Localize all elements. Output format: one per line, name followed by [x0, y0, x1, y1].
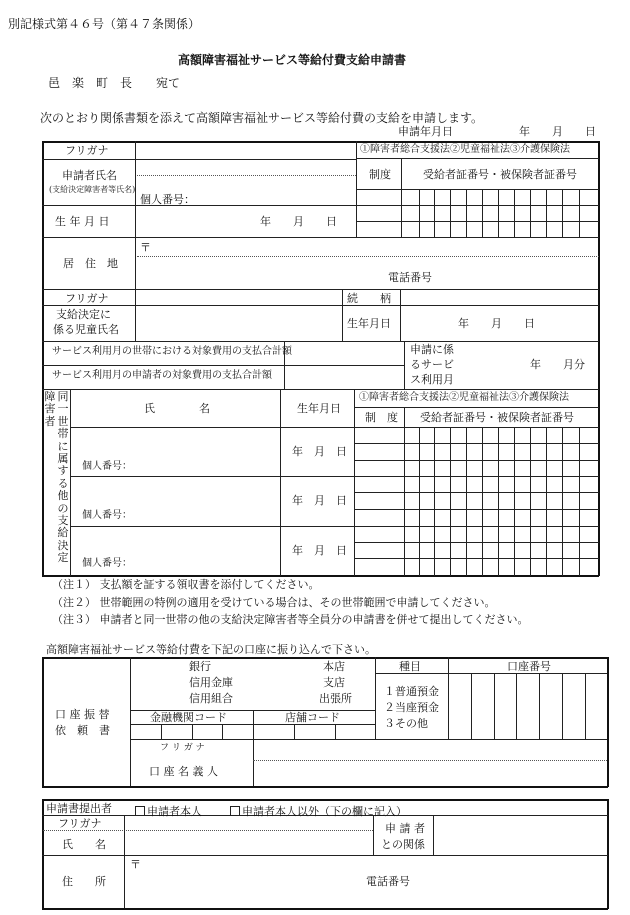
submitter-address-label: 住 所 [62, 875, 106, 888]
account-kind-header: 種目 [399, 660, 421, 673]
household-side-label-1: 障害者 [44, 390, 56, 428]
branch-type-3[interactable]: 出張所 [319, 692, 352, 705]
bank-label-1: 口 座 振 替 [55, 708, 110, 721]
submitter-other-label: 申請者本人以外（下の欄に記入） [242, 805, 407, 818]
submitter-self-label: 申請者本人 [147, 805, 202, 818]
bank-label-2: 依 頼 書 [55, 724, 110, 737]
submitter-phone-label: 電話番号 [366, 875, 410, 888]
account-kind-2[interactable]: ２当座預金 [384, 701, 439, 714]
note-1: （注１） 支払額を証する領収書を添付してください。 [52, 578, 320, 591]
child-birth-value[interactable]: 年 月 日 [458, 317, 535, 330]
form-title: 高額障害福祉サービス等給付費支給申請書 [178, 53, 407, 67]
bank-type-1[interactable]: 銀行 [189, 660, 211, 673]
service-month-label-3: ス利用月 [410, 373, 454, 386]
service-month-label-1: 申請に係 [410, 343, 454, 356]
applicant-total-label: サービス利用月の申請者の対象費用の支払合計額 [52, 370, 272, 381]
branch-code-label: 店舗コード [285, 711, 340, 724]
applicant-postal-mark: 〒 [140, 241, 151, 254]
note-3: （注３） 申請者と同一世帯の他の支給決定障害者等全員分の申請書を併せて提出してください。 [52, 613, 529, 626]
submitter-name-label: 氏 名 [62, 838, 106, 851]
service-month-label-2: るサービ [410, 358, 454, 371]
application-date[interactable]: 申請年月日 年 月 日 [398, 125, 596, 138]
household-cert-label: 受給者証番号・被保険者証番号 [420, 411, 574, 424]
applicant-my-number[interactable]: 個人番号： [140, 193, 195, 206]
branch-type-2[interactable]: 支店 [323, 676, 345, 689]
household-law-header: ①障害者総合支援法②児童福祉法③介護保険法 [359, 392, 569, 403]
member-my-number: 個人番号： [82, 510, 132, 521]
submitter-relation-label-2: との関係 [381, 838, 425, 851]
household-birth-header: 生年月日 [297, 402, 341, 415]
submitter-other-option[interactable] [230, 802, 407, 818]
member-my-number: 個人番号： [82, 461, 132, 472]
account-holder-label: 口 座 名 義 人 [149, 765, 218, 778]
child-name-label-1: 支給決定に [56, 308, 111, 321]
household-total-label: サービス利用月の世帯における対象費用の支払合計額 [52, 346, 292, 357]
applicant-birth-label: 生 年 月 日 [55, 215, 110, 228]
service-month-value[interactable]: 年 月分 [530, 358, 585, 371]
applicant-cert-label: 受給者証番号・被保険者証番号 [423, 168, 577, 181]
addressee: 邑 楽 町 長 宛て [48, 76, 181, 90]
applicant-birth-value[interactable]: 年 月 日 [260, 215, 337, 228]
applicant-name-label: 申請者氏名 [62, 169, 117, 182]
account-kind-3[interactable]: ３その他 [384, 717, 428, 730]
applicant-address-label: 居 住 地 [63, 257, 118, 270]
submitter-furigana-label: フリガナ [58, 817, 102, 830]
household-system-label: 制 度 [365, 411, 398, 424]
submitter-relation-label-1: 申 請 者 [385, 822, 425, 835]
applicant-system-label: 制度 [369, 168, 391, 181]
applicant-phone-label: 電話番号 [388, 271, 432, 284]
note-2: （注２） 世帯範囲の特例の適用を受けている場合は、その世帯範囲で申請してください。 [52, 596, 496, 609]
branch-type-1[interactable]: 本店 [323, 660, 345, 673]
submitter-postal-mark: 〒 [130, 858, 141, 871]
applicant-law-header: ①障害者総合支援法②児童福祉法③介護保険法 [360, 144, 570, 155]
bank-type-2[interactable]: 信用金庫 [189, 676, 233, 689]
member-my-number: 個人番号： [82, 558, 132, 569]
applicant-furigana-label: フリガナ [65, 144, 109, 157]
bank-intro: 高額障害福祉サービス等給付費を下記の口座に振り込んで下さい。 [46, 643, 376, 656]
household-side-label-2: 同一世帯に属する他の支給決定 [57, 390, 69, 565]
bank-type-3[interactable]: 信用組合 [189, 692, 233, 705]
member-birth: 年 月 日 [292, 445, 347, 458]
child-name-label-2: 係る児童氏名 [53, 323, 119, 336]
child-furigana-label: フリガナ [65, 292, 109, 305]
checkbox-icon[interactable] [135, 806, 145, 816]
member-birth: 年 月 日 [292, 544, 347, 557]
submitter-label: 申請書提出者 [46, 802, 112, 815]
account-number-header: 口座番号 [507, 660, 551, 673]
form-number: 別記様式第４６号（第４７条関係） [8, 17, 201, 31]
applicant-name-sublabel: (支給決定障害者等氏名) [49, 185, 136, 194]
holder-furigana-label: フ リ ガ ナ [160, 743, 205, 753]
submitter-self-option[interactable] [135, 802, 202, 818]
member-birth: 年 月 日 [292, 494, 347, 507]
checkbox-icon[interactable] [230, 806, 240, 816]
household-name-header: 氏 名 [144, 402, 210, 415]
institution-code-label: 金融機関コード [150, 711, 227, 724]
child-relation-label: 続 柄 [347, 292, 391, 305]
child-birth-label: 生年月日 [347, 317, 391, 330]
intro-text: 次のとおり関係書類を添えて高額障害福祉サービス等給付費の支給を申請します。 [40, 111, 484, 125]
account-kind-1[interactable]: １普通預金 [384, 685, 439, 698]
